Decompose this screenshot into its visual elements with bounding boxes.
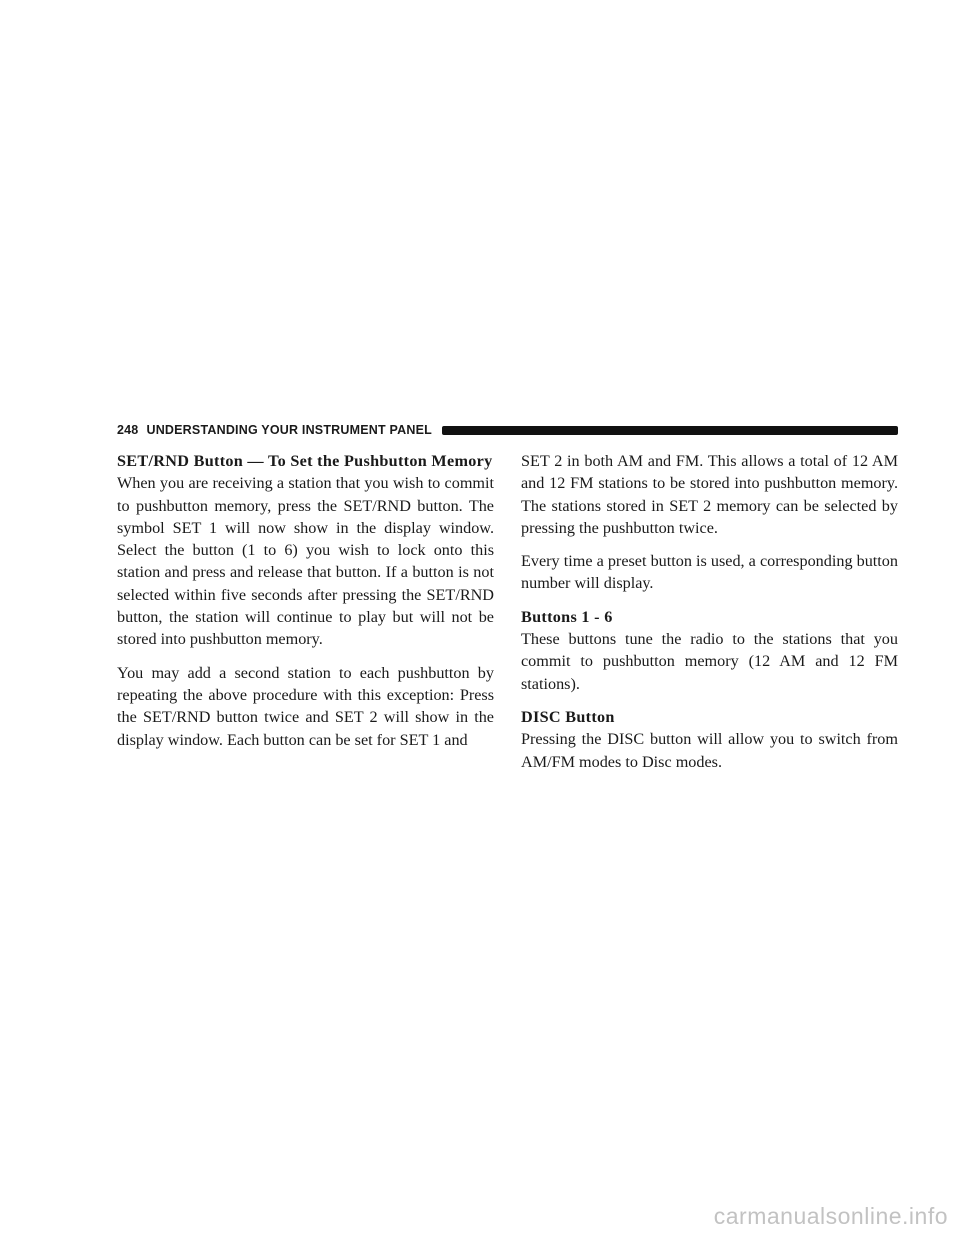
buttons-1-6-paragraph: These buttons tune the radio to the stations that you commit to pushbutton memory (12 AM and 12 FM stations). xyxy=(521,630,898,693)
section-title: UNDERSTANDING YOUR INSTRUMENT PANEL xyxy=(146,423,432,437)
page-header xyxy=(117,421,898,439)
right-column xyxy=(521,450,898,784)
preset-paragraph: Every time a preset button is used, a corresponding button number will display. xyxy=(521,552,898,593)
page-number: 248 xyxy=(117,423,139,437)
set-rnd-paragraph: When you are receiving a station that you wish to commit to pushbutton memory, press the SET/RND button. The symbol SET 1 will now show in the display window. Select the button (1 to 6) you wish to lock onto this station and press and release that button. If a button is not selected within five seconds after pressing the SET/RND button, the station will continue to play but will not be stored into pushbutton memory. xyxy=(117,474,494,649)
second-station-paragraph: You may add a second station to each pushbutton by repeating the above procedure with this exception: Press the SET/RND button twice and SET 2 will show in the display window. Each button can be set for SET 1 and xyxy=(117,663,494,749)
watermark: carmanualsonline.info xyxy=(713,1203,948,1229)
header-rule xyxy=(442,426,898,435)
disc-button-heading: DISC Button xyxy=(521,707,615,726)
set-rnd-heading: SET/RND Button — To Set the Pushbutton Memory xyxy=(117,452,493,470)
buttons-1-6-heading: Buttons 1 - 6 xyxy=(521,607,613,626)
left-column xyxy=(117,450,494,762)
set2-continued-paragraph: SET 2 in both AM and FM. This allows a total of 12 AM and 12 FM stations to be stored into pushbutton memory. The stations stored in SET 2 memory can be selected by pressing the pushbutton twice. xyxy=(521,452,898,537)
disc-button-paragraph: Pressing the DISC button will allow you to switch from AM/FM modes to Disc modes. xyxy=(521,730,898,771)
